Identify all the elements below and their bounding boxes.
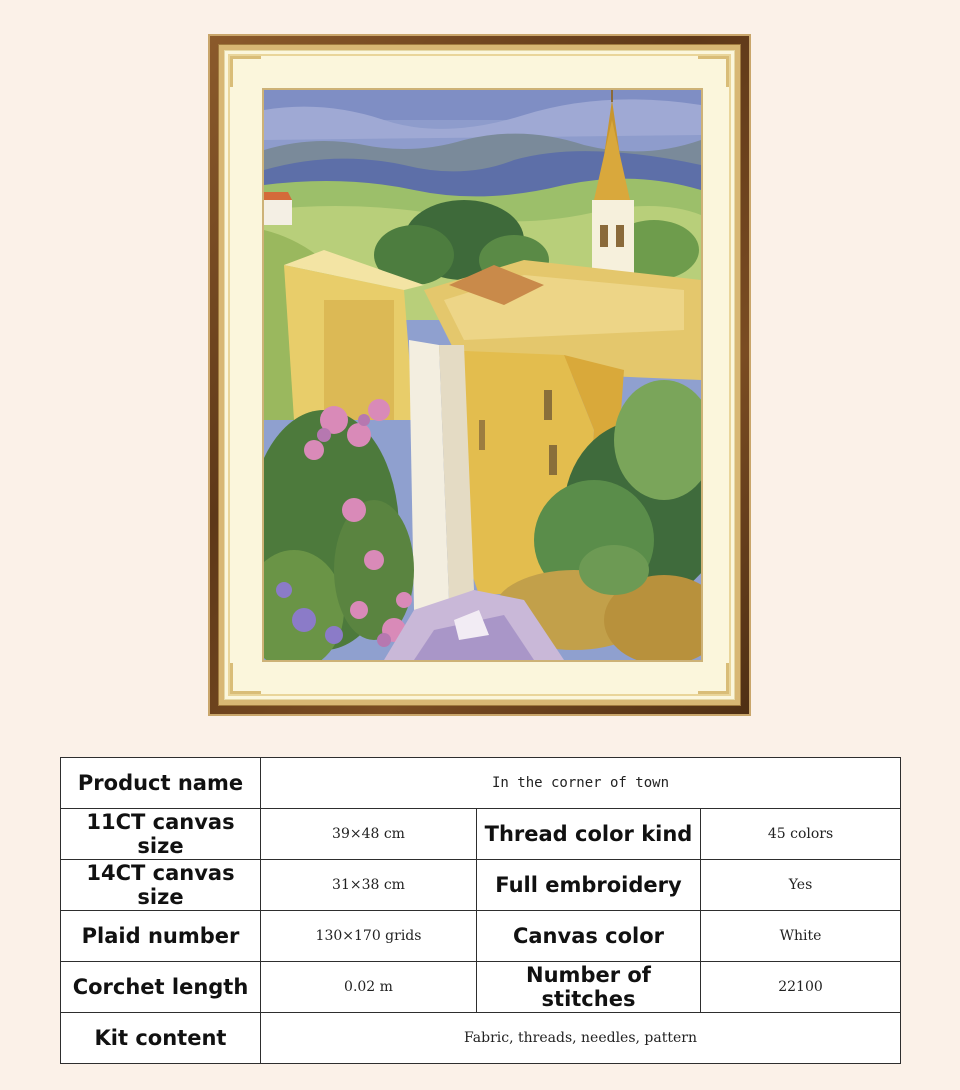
number-of-stitches-value: 22100 [701,962,901,1013]
plaid-number-label: Plaid number [61,911,261,962]
product-spec-table [60,757,901,1064]
canvas-11ct-label: 11CT canvas size [61,809,261,860]
canvas-11ct-value: 39×48 cm [261,809,477,860]
mat-corner-ornament [698,56,729,87]
product-name-value: In the corner of town [261,758,901,809]
mat-corner-ornament [698,663,729,694]
table-row [61,911,901,962]
thread-color-kind-value: 45 colors [701,809,901,860]
kit-content-value: Fabric, threads, needles, pattern [261,1013,901,1064]
canvas-14ct-value: 31×38 cm [261,860,477,911]
picture-frame [208,34,751,716]
table-row [61,758,901,809]
table-row [61,962,901,1013]
canvas-color-value: White [701,911,901,962]
product-name-label: Product name [61,758,261,809]
table-row [61,809,901,860]
number-of-stitches-label: Number of stitches [477,962,701,1013]
table-row [61,1013,901,1064]
cross-stitch-village-painting [262,88,703,662]
full-embroidery-value: Yes [701,860,901,911]
corchet-length-value: 0.02 m [261,962,477,1013]
mat-corner-ornament [230,663,261,694]
plaid-number-value: 130×170 grids [261,911,477,962]
canvas-14ct-label: 14CT canvas size [61,860,261,911]
canvas-color-label: Canvas color [477,911,701,962]
full-embroidery-label: Full embroidery [477,860,701,911]
table-row [61,860,901,911]
kit-content-label: Kit content [61,1013,261,1064]
thread-color-kind-label: Thread color kind [477,809,701,860]
mat-corner-ornament [230,56,261,87]
corchet-length-label: Corchet length [61,962,261,1013]
